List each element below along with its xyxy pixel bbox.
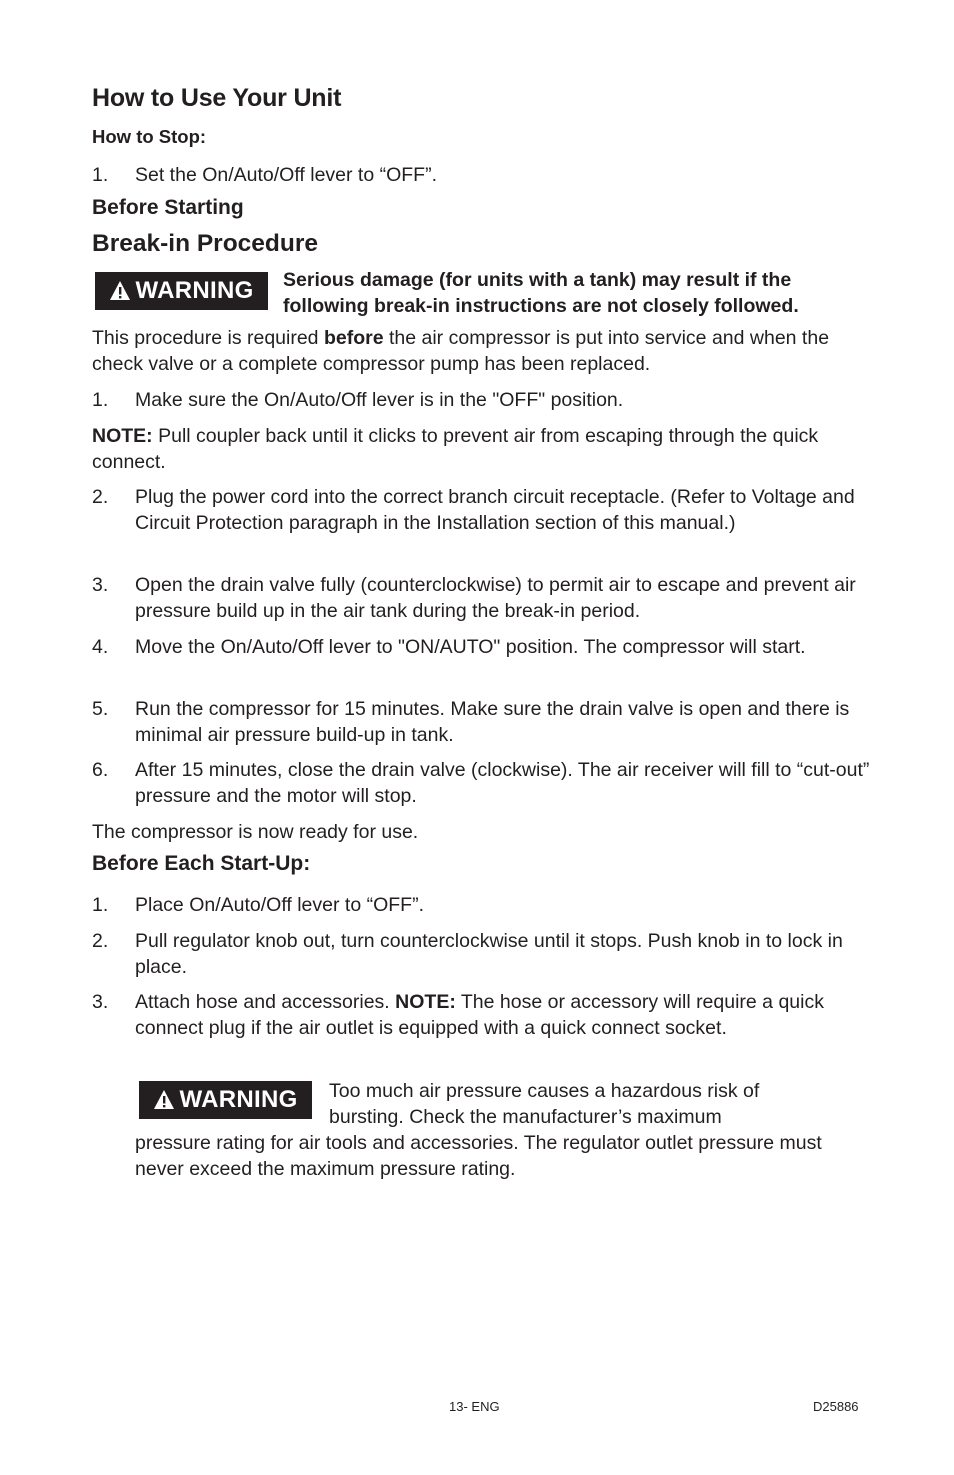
warning-triangle-icon (153, 1089, 175, 1111)
list-number: 1. (92, 164, 109, 186)
warning-label: WARNING (179, 1086, 298, 1113)
list-text: Set the On/Auto/Off lever to “OFF”. (135, 164, 438, 186)
list-item: 2. Plug the power cord into the correct branch circuit receptacle. (Refer to Voltage and Circuit Protection paragraph in the Installation section of this manual.) (92, 486, 855, 534)
page-number: 13- ENG (449, 1399, 500, 1414)
list-item: 2. Pull regulator knob out, turn counterclockwise until it stops. Push knob in to lock in place. (92, 930, 843, 978)
warning-triangle-icon (109, 280, 131, 302)
note-paragraph: NOTE: Pull coupler back until it clicks to prevent air from escaping through the quick connect. (92, 425, 819, 473)
how-to-stop-heading: How to Stop: (92, 126, 207, 147)
list-item: 3. Open the drain valve fully (counterclockwise) to permit air to escape and prevent air pressure build up in the air tank during the break-in period. (92, 574, 856, 622)
list-item: 1. Place On/Auto/Off lever to “OFF”. (92, 894, 424, 916)
break-in-intro: This procedure is required before the air compressor is put into service and when the check valve or a complete compressor pump has been replaced. (92, 327, 830, 375)
list-item: 4. Move the On/Auto/Off lever to "ON/AUTO" position. The compressor will start. (92, 636, 806, 658)
warning-badge (95, 272, 268, 310)
list-text: Make sure the On/Auto/Off lever is in the "OFF" position. (135, 389, 624, 411)
document-code: D25886 (813, 1399, 859, 1414)
warning-text-line1: Too much air pressure causes a hazardous risk of (329, 1080, 760, 1102)
before-starting-heading: Before Starting (92, 196, 244, 219)
page-title: How to Use Your Unit (92, 84, 342, 112)
warning-badge (139, 1081, 312, 1119)
warning-text: Serious damage (for units with a tank) may result if the following break-in instructions are not closely followed. (283, 269, 799, 317)
warning-text-rest: pressure rating for air tools and accessories. The regulator outlet pressure must never exceed the maximum pressure rating. (135, 1132, 822, 1180)
list-item: 6. After 15 minutes, close the drain valve (clockwise). The air receiver will fill to “cut-out” pressure and the motor will stop. (92, 759, 870, 807)
start-up-heading: Before Each Start-Up: (92, 852, 311, 875)
warning-text-line2: bursting. Check the manufacturer’s maximum (329, 1106, 722, 1128)
list-item (92, 162, 872, 188)
note-label: NOTE: (92, 425, 153, 447)
warning-label: WARNING (135, 277, 254, 304)
list-item: 3. Attach hose and accessories. NOTE: The hose or accessory will require a quick connect plug if the air outlet is equipped with a quick connect socket. (92, 991, 824, 1039)
list-number: 1. (92, 389, 109, 411)
break-in-heading: Break-in Procedure (92, 230, 319, 257)
ready-text: The compressor is now ready for use. (92, 821, 419, 843)
list-item: 5. Run the compressor for 15 minutes. Make sure the drain valve is open and there is minimal air pressure build-up in tank. (92, 698, 850, 746)
list-item (92, 387, 872, 413)
